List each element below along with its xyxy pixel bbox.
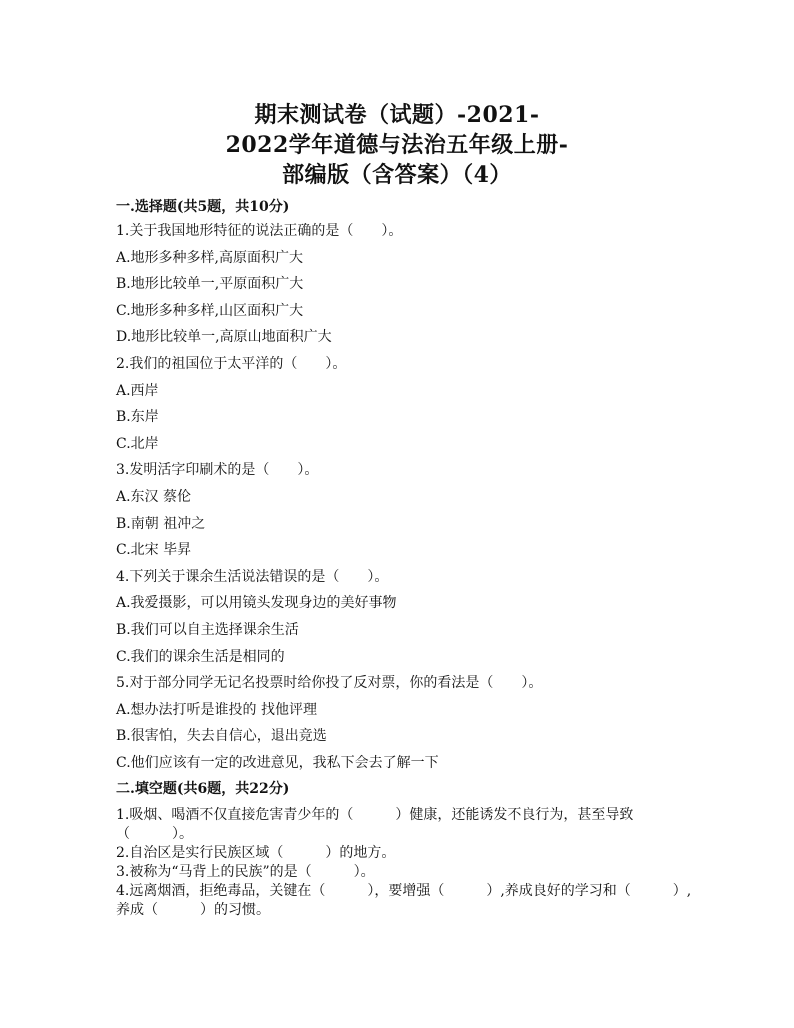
option-line: C.我们的课余生活是相同的: [116, 648, 285, 665]
option-line: B.南朝 祖冲之: [116, 515, 206, 532]
question-line: 2.我们的祖国位于太平洋的（ ）。: [116, 355, 347, 372]
question-line: 1.关于我国地形特征的说法正确的是（ ）。: [116, 223, 403, 239]
option-line: D.地形比较单一,高原山地面积广大: [116, 329, 332, 346]
option-line: A.我爱摄影，可以用镜头发现身边的美好事物: [116, 595, 397, 612]
option-line: B.东岸: [116, 409, 159, 426]
option-line: A.西岸: [116, 382, 159, 399]
title-line-3: 部编版（含答案）（4）: [282, 162, 512, 188]
question-line: 4.远离烟酒，拒绝毒品，关键在（ ），要增强（ ）,养成良好的学习和（ ）,养成（ ）的习惯。: [116, 883, 692, 919]
option-line: B.我们可以自主选择课余生活: [116, 621, 299, 638]
section-heading-choice: 一.选择题(共5题，共10分): [116, 199, 290, 215]
option-line: A.想办法打听是谁投的 找他评理: [116, 701, 318, 718]
document-body: [116, 196, 696, 920]
option-line: A.地形多种多样,高原面积广大: [116, 249, 304, 266]
option-line: C.北岸: [116, 435, 159, 452]
option-line: B.很害怕，失去自信心，退出竞选: [116, 728, 327, 745]
question-line: 1.吸烟、喝酒不仅直接危害青少年的（ ）健康，还能诱发不良行为，甚至导致（ ）。: [116, 807, 634, 843]
option-line: A.东汉 蔡伦: [116, 488, 192, 505]
option-line: C.地形多种多样,山区面积广大: [116, 302, 304, 319]
option-line: C.北宋 毕昇: [116, 542, 192, 559]
section-multiple-choice: [116, 196, 696, 776]
question-line: 3.发明活字印刷术的是（ ）。: [116, 462, 319, 479]
section-heading-fill: 二.填空题(共6题，共22分): [116, 781, 290, 798]
document-title: [0, 100, 794, 190]
question-line: 2.自治区是实行民族区域（ ）的地方。: [116, 845, 396, 862]
question-line: 5.对于部分同学无记名投票时给你投了反对票，你的看法是（ ）。: [116, 675, 543, 692]
option-line: C.他们应该有一定的改进意见，我私下会去了解一下: [116, 754, 439, 771]
title-line-1: 期末测试卷（试题）-2021-: [254, 102, 540, 128]
question-line: 3.被称为“马背上的民族”的是（ ）。: [116, 864, 375, 881]
option-line: B.地形比较单一,平原面积广大: [116, 276, 304, 293]
question-line: 4.下列关于课余生活说法错误的是（ ）。: [116, 568, 389, 585]
section-fill-in-blank: [116, 778, 696, 920]
title-line-2: 2022学年道德与法治五年级上册-: [225, 132, 569, 158]
